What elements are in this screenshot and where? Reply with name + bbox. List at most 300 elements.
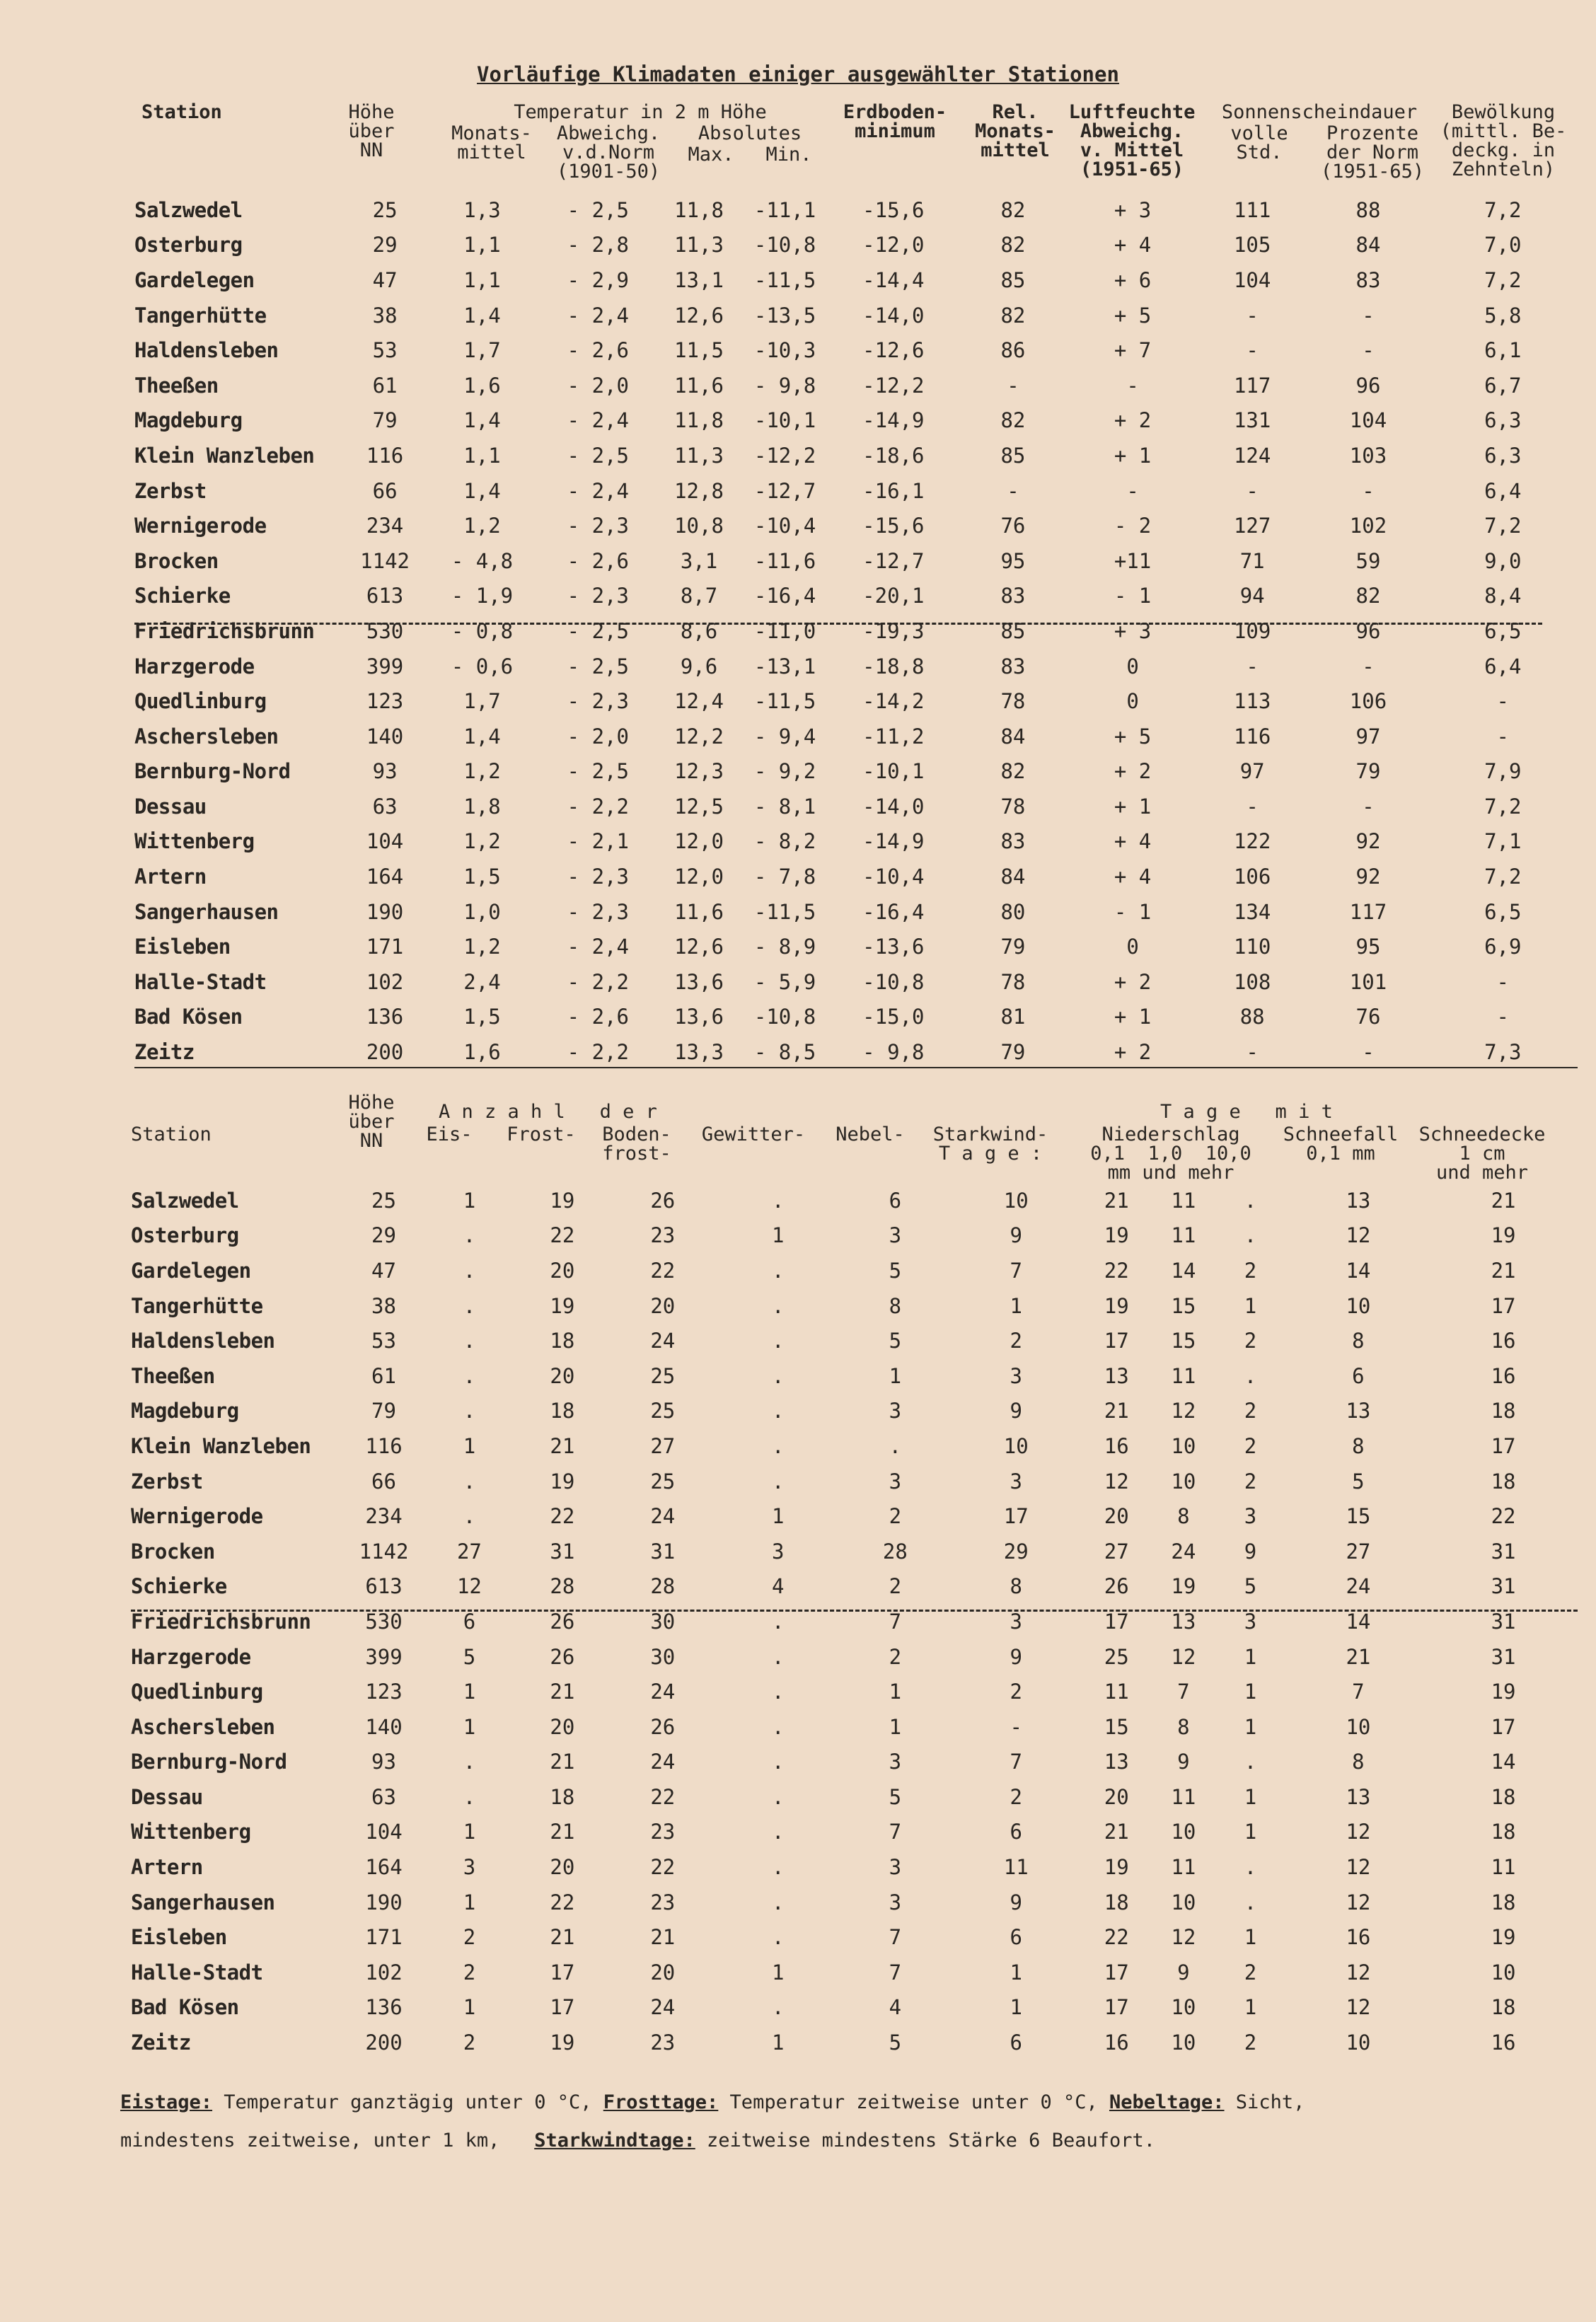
table-cell: - 2,3 [567, 584, 629, 608]
table-row [134, 262, 1578, 298]
table-cell: + 1 [1114, 443, 1152, 468]
table-row [134, 368, 1578, 403]
table-cell: 3 [889, 1890, 902, 1914]
table-cell: 31 [1491, 1539, 1516, 1564]
table-cell: -14,0 [862, 794, 925, 819]
table-cell: 6,1 [1484, 338, 1522, 363]
table-cell: 5 [889, 1258, 902, 1283]
table-row [134, 859, 1578, 894]
table-cell: + 6 [1114, 267, 1152, 292]
table-cell: -11,1 [753, 197, 816, 222]
table-cell: -10,4 [862, 865, 925, 889]
table-cell: 12 [1171, 1399, 1196, 1423]
table-cell: - [1010, 1714, 1022, 1739]
table-cell: + 1 [1114, 1005, 1152, 1029]
table-cell: 1 [1010, 1995, 1022, 2020]
table-cell: 25 [1104, 1644, 1129, 1669]
table-cell: - 2,3 [567, 899, 629, 924]
table-cell: - [1362, 338, 1375, 363]
table-cell: 2 [463, 1925, 476, 1950]
table-cell: 10 [1171, 1469, 1196, 1494]
t1-header-abweichung: Abweichg. v.d.Norm (1901-50) [556, 122, 661, 183]
table-cell: 3 [1010, 1469, 1022, 1494]
table-row [134, 473, 1578, 509]
table-cell: 18 [1491, 1890, 1516, 1914]
table-cell: 0 [1126, 689, 1139, 714]
table-cell: 20 [650, 1293, 676, 1318]
table-cell: 6 [1010, 1820, 1022, 1844]
table-cell: 1 [889, 1680, 902, 1704]
table-cell: - [1496, 969, 1509, 994]
table-cell: 97 [1355, 724, 1381, 749]
table-cell: + 4 [1114, 829, 1152, 854]
table-cell: -11,5 [753, 689, 816, 714]
table-cell: - 8,2 [753, 829, 816, 854]
station-name-cell: Eisleben [131, 1925, 227, 1950]
table-cell: -16,1 [862, 478, 925, 503]
station-name-cell: Halle-Stadt [134, 969, 267, 994]
table-row [131, 1674, 1574, 1709]
table-cell: 21 [550, 1925, 575, 1950]
table-cell: . [772, 1680, 785, 1704]
station-name-cell: Zerbst [134, 478, 207, 503]
table-cell: 9 [1244, 1539, 1257, 1564]
table-cell: 1,2 [463, 935, 501, 959]
station-name-cell: Zeitz [131, 2031, 191, 2055]
table-row [131, 1990, 1574, 2026]
table-cell: 140 [365, 1714, 403, 1739]
table-cell: 5 [1352, 1469, 1365, 1494]
table-cell: -11,5 [753, 267, 816, 292]
table-cell: 3 [889, 1750, 902, 1774]
table-cell: 1 [1010, 1293, 1022, 1318]
table-cell: 83 [1000, 584, 1026, 608]
table-cell: . [463, 1750, 476, 1774]
station-name-cell: Magdeburg [131, 1399, 239, 1423]
table-row [131, 1534, 1574, 1569]
table-cell: 12,5 [674, 794, 724, 819]
table-cell: 1,3 [463, 197, 501, 222]
table-cell: - [1246, 303, 1259, 328]
station-name-cell: Salzwedel [134, 197, 243, 222]
table-cell: - [1007, 373, 1019, 398]
table-cell: 18 [1491, 1995, 1516, 2020]
table-cell: 16 [1491, 2031, 1516, 2055]
footnote-nebeltage-text: Sicht, [1224, 2091, 1305, 2113]
table-cell: 7 [889, 1925, 902, 1950]
table-cell: 12,8 [674, 478, 724, 503]
table-cell: - 9,2 [753, 759, 816, 784]
table-cell: 20 [1104, 1504, 1129, 1529]
table-cell: 66 [371, 1469, 396, 1494]
table-cell: 8 [1010, 1574, 1022, 1599]
t1-header-station: Station [141, 101, 222, 123]
table-cell: 10 [1171, 2031, 1196, 2055]
table-cell: 200 [365, 2031, 403, 2055]
table-cell: - 2,6 [567, 548, 629, 573]
table-row [134, 789, 1578, 824]
table-cell: 1,5 [463, 1005, 501, 1029]
t2-header-anzahl: A n z a h l d e r [439, 1101, 657, 1123]
table-cell: 18 [1491, 1469, 1516, 1494]
table-cell: 190 [366, 899, 404, 924]
station-name-cell: Brocken [131, 1539, 215, 1564]
table-cell: 95 [1355, 935, 1381, 959]
table-cell: 101 [1349, 969, 1387, 994]
table-cell: 5 [889, 2031, 902, 2055]
table-cell: - 2,6 [567, 338, 629, 363]
table-cell: + 1 [1114, 794, 1152, 819]
table-row [131, 1919, 1574, 1955]
table-cell: 85 [1000, 267, 1026, 292]
station-name-cell: Friedrichsbrunn [134, 618, 315, 643]
table-cell: 31 [550, 1539, 575, 1564]
table-cell: 123 [365, 1680, 403, 1704]
table-cell: 613 [366, 584, 404, 608]
station-name-cell: Tangerhütte [134, 303, 267, 328]
table-cell: 24 [650, 1750, 676, 1774]
table-cell: 10 [1171, 1433, 1196, 1458]
table-cell: 11 [1003, 1855, 1029, 1880]
table-cell: 12 [1346, 1820, 1371, 1844]
table-cell: 3 [1244, 1504, 1257, 1529]
table-cell: 18 [1491, 1399, 1516, 1423]
table-cell: 28 [550, 1574, 575, 1599]
t1-header-volle-std: volle Std. [1230, 122, 1288, 163]
table-cell: 17 [1003, 1504, 1029, 1529]
table-cell: 20 [650, 1960, 676, 1985]
table-cell: . [1244, 1890, 1257, 1914]
table-cell: 109 [1233, 618, 1271, 643]
table-cell: 2 [1010, 1680, 1022, 1704]
table-row [134, 1000, 1578, 1035]
table-cell: 3 [772, 1539, 785, 1564]
table-cell: . [772, 1995, 785, 2020]
table-cell: -10,4 [753, 514, 816, 538]
table-cell: 31 [1491, 1574, 1516, 1599]
table-cell: 8,6 [680, 618, 718, 643]
table-cell: 13,3 [674, 1040, 724, 1065]
table-cell: 2 [889, 1574, 902, 1599]
station-name-cell: Friedrichsbrunn [131, 1609, 311, 1634]
table-row [131, 1709, 1574, 1745]
station-name-cell: Theeßen [134, 373, 219, 398]
table-cell: 21 [1104, 1188, 1129, 1213]
table-cell: - 0,6 [451, 654, 514, 678]
table-cell: 20 [550, 1855, 575, 1880]
table-cell: - [1126, 478, 1139, 503]
t1-header-monatsmittel: Monats- mittel [451, 122, 532, 163]
table-cell: 22 [550, 1504, 575, 1529]
table-cell: - 2,3 [567, 514, 629, 538]
table-cell: 12,6 [674, 303, 724, 328]
table-cell: 19 [1171, 1574, 1196, 1599]
table-cell: 17 [1104, 1329, 1129, 1353]
table-cell: 1 [1244, 1784, 1257, 1809]
table-cell: 7 [889, 1609, 902, 1634]
table-cell: -11,0 [753, 618, 816, 643]
table-cell: - [1007, 478, 1019, 503]
station-name-cell: Artern [134, 865, 207, 889]
station-name-cell: Tangerhütte [131, 1293, 263, 1318]
table-cell: 6,3 [1484, 443, 1522, 468]
table-cell: +11 [1114, 548, 1152, 573]
table-cell: 12 [1171, 1925, 1196, 1950]
table-cell: 18 [550, 1399, 575, 1423]
table-cell: - [1496, 724, 1509, 749]
table-cell: 29 [1003, 1539, 1029, 1564]
table-row [134, 649, 1578, 684]
table-cell: 11 [1171, 1855, 1196, 1880]
table-cell: 7,2 [1484, 267, 1522, 292]
table-cell: 1 [1244, 1925, 1257, 1950]
climate-table-1 [134, 192, 1578, 1070]
table-cell: 19 [1104, 1855, 1129, 1880]
table-cell: . [463, 1223, 476, 1248]
table-cell: . [772, 1855, 785, 1880]
table-cell: + 5 [1114, 303, 1152, 328]
t1-header-min: Min. [765, 144, 812, 166]
table-cell: 13 [1171, 1609, 1196, 1634]
table-cell: 47 [372, 267, 398, 292]
station-name-cell: Zeitz [134, 1040, 195, 1065]
table-cell: 9 [1177, 1960, 1190, 1985]
table-row [134, 824, 1578, 860]
table-cell: 1,7 [463, 338, 501, 363]
table-cell: 27 [650, 1433, 676, 1458]
t2-header-station: Station [131, 1124, 212, 1145]
t2-header-schneedecke: Schneedecke 1 cm und mehr [1418, 1124, 1546, 1184]
t1-header-rel-monatsmittel: Rel. Monats- mittel [975, 101, 1056, 161]
station-name-cell: Wittenberg [134, 829, 255, 854]
table-cell: 131 [1233, 408, 1271, 433]
table-row [134, 754, 1578, 790]
station-name-cell: Bad Kösen [131, 1995, 239, 2020]
station-name-cell: Sangerhausen [134, 899, 279, 924]
table-cell: + 2 [1114, 969, 1152, 994]
table-cell: - 2,2 [567, 1040, 629, 1065]
table-cell: 18 [1491, 1784, 1516, 1809]
table-cell: 1 [1244, 1714, 1257, 1739]
table-cell: 3 [889, 1855, 902, 1880]
table-cell: 136 [365, 1995, 403, 2020]
table-cell: 1,4 [463, 478, 501, 503]
table-cell: 8 [1177, 1504, 1190, 1529]
table-row [134, 1034, 1578, 1070]
table-row [131, 1358, 1574, 1394]
table-cell: 19 [1491, 1223, 1516, 1248]
table-cell: 2 [1244, 1399, 1257, 1423]
table-cell: 8 [1352, 1329, 1365, 1353]
table-cell: 26 [550, 1644, 575, 1669]
table-cell: 23 [650, 2031, 676, 2055]
table-cell: . [889, 1433, 902, 1458]
table-cell: 5 [463, 1644, 476, 1669]
station-name-cell: Schierke [131, 1574, 227, 1599]
table-cell: 7 [1352, 1680, 1365, 1704]
table-cell: 27 [1104, 1539, 1129, 1564]
table-cell: -16,4 [753, 584, 816, 608]
table-cell: 3 [889, 1223, 902, 1248]
table-cell: 95 [1000, 548, 1026, 573]
table-cell: . [463, 1258, 476, 1283]
table-cell: - 2,4 [567, 935, 629, 959]
table-row [134, 333, 1578, 368]
table-cell: 13 [1104, 1750, 1129, 1774]
table-cell: 93 [372, 759, 398, 784]
table-cell: . [772, 1820, 785, 1844]
table-cell: . [772, 1433, 785, 1458]
table-cell: 19 [550, 1469, 575, 1494]
table-cell: 31 [1491, 1644, 1516, 1669]
table-cell: . [772, 1399, 785, 1423]
table-cell: 3 [463, 1855, 476, 1880]
table-cell: 5 [1244, 1574, 1257, 1599]
station-name-cell: Klein Wanzleben [134, 443, 315, 468]
table-cell: - 2,2 [567, 969, 629, 994]
t1-header-erdboden: Erdboden- minimum [843, 101, 947, 142]
table-cell: 11 [1171, 1363, 1196, 1388]
table-cell: 11 [1171, 1188, 1196, 1213]
table-cell: - [1496, 1005, 1509, 1029]
table-cell: 7 [889, 1960, 902, 1985]
table-cell: 10 [1346, 1293, 1371, 1318]
table-cell: 13 [1346, 1188, 1371, 1213]
table-cell: 25 [650, 1399, 676, 1423]
table-cell: 1142 [359, 1539, 409, 1564]
table-cell: - 2,9 [567, 267, 629, 292]
table-cell: 9 [1010, 1399, 1022, 1423]
table-cell: - [1246, 654, 1259, 678]
table-cell: + 4 [1114, 233, 1152, 258]
table-cell: 13 [1104, 1363, 1129, 1388]
table-cell: 82 [1000, 197, 1026, 222]
table-cell: 21 [550, 1680, 575, 1704]
table-cell: 22 [650, 1784, 676, 1809]
table-cell: 21 [1491, 1258, 1516, 1283]
table-cell: 1 [1244, 1820, 1257, 1844]
table-cell: . [463, 1469, 476, 1494]
table-cell: 1 [1244, 1293, 1257, 1318]
table-cell: 110 [1233, 935, 1271, 959]
table-cell: 61 [372, 373, 398, 398]
footnote-eistage-text: Temperatur ganztägig unter 0 °C, [212, 2091, 603, 2113]
table-cell: 78 [1000, 969, 1026, 994]
table-cell: 10 [1491, 1960, 1516, 1985]
table-cell: 19 [550, 1293, 575, 1318]
table-row [131, 1464, 1574, 1499]
table-cell: 22 [550, 1890, 575, 1914]
table-cell: 59 [1355, 548, 1381, 573]
table-cell: 7 [889, 1820, 902, 1844]
table-cell: 11,6 [674, 373, 724, 398]
table-cell: 19 [1104, 1293, 1129, 1318]
page-title: Vorläufige Klimadaten einiger ausgewählter Stationen [477, 62, 1119, 86]
table-cell: 22 [650, 1258, 676, 1283]
table-cell: 7,9 [1484, 759, 1522, 784]
table-cell: 85 [1000, 443, 1026, 468]
table-cell: 38 [371, 1293, 396, 1318]
table-cell: + 2 [1114, 759, 1152, 784]
table-cell: - [1362, 1040, 1375, 1065]
table-cell: 12 [1346, 1890, 1371, 1914]
table-cell: 1 [772, 1960, 785, 1985]
table-cell: 12 [1171, 1644, 1196, 1669]
table-cell: 7 [1010, 1258, 1022, 1283]
table-cell: -13,1 [753, 654, 816, 678]
table-cell: 117 [1349, 899, 1387, 924]
table-cell: 11 [1171, 1784, 1196, 1809]
table-cell: 84 [1000, 865, 1026, 889]
table-cell: 13,6 [674, 969, 724, 994]
table-cell: 10 [1171, 1820, 1196, 1844]
table-cell: 6,5 [1484, 618, 1522, 643]
table-cell: 7,0 [1484, 233, 1522, 258]
table-cell: 20 [550, 1714, 575, 1739]
t2-header-niederschlag: Niederschlag 0,1 1,0 10,0 mm und mehr [1090, 1124, 1251, 1184]
table-cell: 9 [1010, 1223, 1022, 1248]
table-cell: 24 [650, 1995, 676, 2020]
t2-header-gewitter: Gewitter- [701, 1124, 806, 1145]
t2-header-eis: Eis- [426, 1124, 473, 1145]
table-cell: 1,4 [463, 408, 501, 433]
station-name-cell: Dessau [131, 1784, 203, 1809]
table-cell: 6,4 [1484, 478, 1522, 503]
table-cell: 7,2 [1484, 514, 1522, 538]
table-cell: 116 [1233, 724, 1271, 749]
station-name-cell: Gardelegen [134, 267, 255, 292]
table-cell: 28 [650, 1574, 676, 1599]
table-cell: - 1,9 [451, 584, 514, 608]
table-cell: - [1126, 373, 1139, 398]
table-cell: -15,6 [862, 197, 925, 222]
station-name-cell: Magdeburg [134, 408, 243, 433]
table-cell: 15 [1171, 1293, 1196, 1318]
table-cell: 134 [1233, 899, 1271, 924]
table-cell: . [463, 1784, 476, 1809]
table-cell: + 2 [1114, 408, 1152, 433]
table-cell: 234 [365, 1504, 403, 1529]
t1-header-max: Max. [688, 144, 734, 166]
table-cell: 4 [889, 1995, 902, 2020]
table-cell: 7,2 [1484, 865, 1522, 889]
table-cell: 11,8 [674, 408, 724, 433]
table-cell: . [1244, 1855, 1257, 1880]
station-name-cell: Quedlinburg [134, 689, 267, 714]
table-cell: - 9,4 [753, 724, 816, 749]
table-cell: 76 [1355, 1005, 1381, 1029]
table-cell: 17 [1491, 1714, 1516, 1739]
table-cell: - 4,8 [451, 548, 514, 573]
table-cell: - 2,1 [567, 829, 629, 854]
table-cell: 96 [1355, 373, 1381, 398]
table-cell: 20 [550, 1363, 575, 1388]
table-cell: 86 [1000, 338, 1026, 363]
table-cell: 12 [1346, 1995, 1371, 2020]
table-cell: 16 [1491, 1329, 1516, 1353]
station-name-cell: Theeßen [131, 1363, 215, 1388]
table-cell: - 9,8 [753, 373, 816, 398]
table-cell: - 2,0 [567, 373, 629, 398]
table-cell: 17 [550, 1960, 575, 1985]
table-cell: 12,3 [674, 759, 724, 784]
station-name-cell: Salzwedel [131, 1188, 239, 1213]
table-row [134, 579, 1578, 614]
footnote-starkwind-label: Starkwindtage: [534, 2130, 695, 2151]
t2-header-nebel: Nebel- [835, 1124, 905, 1145]
table-cell: 5,8 [1484, 303, 1522, 328]
table-cell: - [1362, 654, 1375, 678]
